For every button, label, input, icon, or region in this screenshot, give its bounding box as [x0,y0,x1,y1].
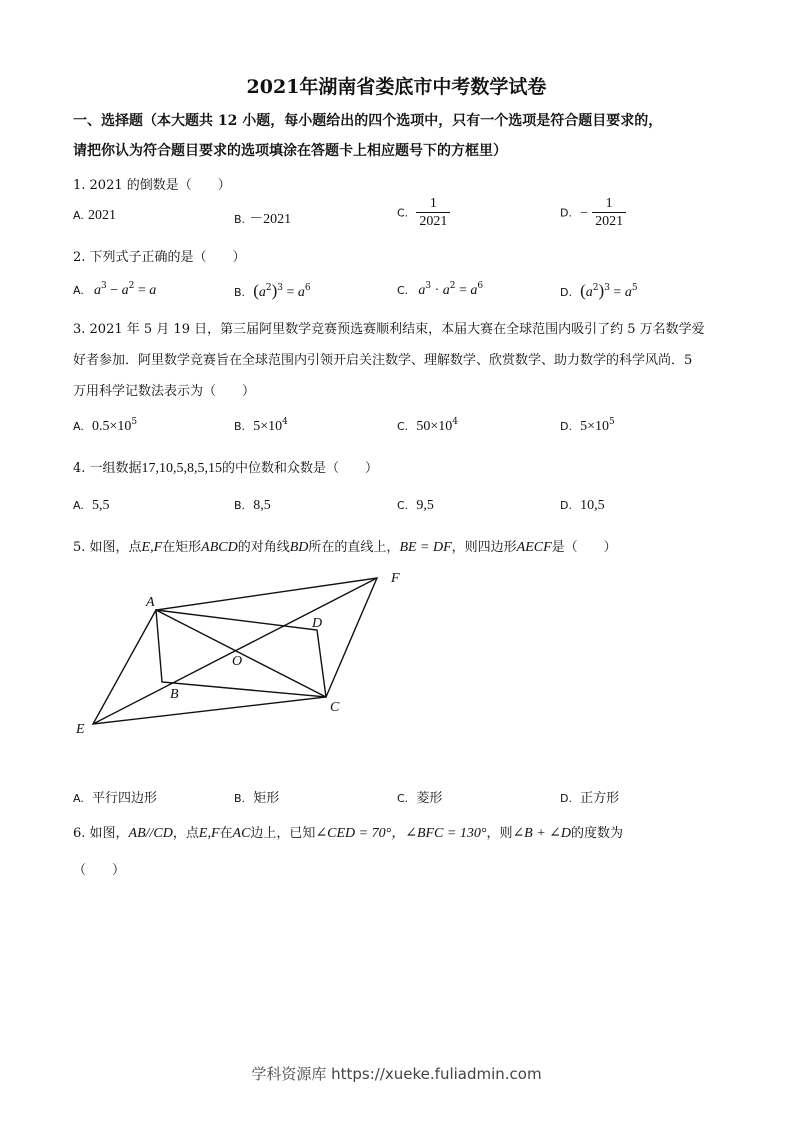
point-label-c: C [330,700,340,715]
math-var: a [121,283,129,298]
math-exp: 2 [265,283,272,293]
math-op: − [106,283,122,298]
q5-math: E,F [141,540,163,555]
q6-math: AB//CD [128,826,173,841]
q3-line3: 万用科学记数法表示为（ ） [73,384,256,399]
math-exp: 2 [449,281,456,291]
q6-text: ，点 [172,826,199,841]
q5-math: BD [289,540,309,555]
option-label: D. [560,206,572,220]
q5-option-b [234,787,279,806]
math-paren: ) [598,281,605,300]
point-label-a: A [146,595,155,610]
q3-line2: 好者参加．阿里数学竞赛旨在全球范围内引领开启关注数学、理解数学、欣赏数学、助力数学的科学风尚．5 [73,353,693,368]
option-coefficient: 5×10 [580,419,610,434]
math-paren: ( [253,281,259,300]
option-label: C. [397,420,409,433]
option-label: C. [397,206,409,220]
point-label-f: F [391,571,400,586]
math-exp: 5 [631,283,638,293]
math-paren: ( [580,281,586,300]
option-label: B. [234,792,246,805]
option-label: D. [560,286,572,299]
option-label: A. [73,499,84,512]
q5-text: 是（ ） [551,540,617,555]
q5-text: ，则四边形 [451,540,517,555]
point-label-o: O [232,654,243,669]
math-exp: 6 [477,281,484,291]
math-op: · [431,283,443,298]
q5-text: 在矩形 [162,540,202,555]
option-text: 正方形 [580,791,620,806]
math-var: a [442,283,450,298]
option-exponent: 4 [452,417,458,427]
option-label: B. [234,420,246,433]
option-label: D. [560,499,572,512]
q5-text: 的对角线 [237,540,290,555]
option-text: 9,5 [416,498,434,513]
option-text: 矩形 [253,791,280,806]
option-label: D. [560,420,572,433]
option-label: A. [73,284,84,297]
option-text: 8,5 [253,498,271,513]
q4-stem-prefix: 4. 一组数据 [73,461,142,476]
q6-text: 的度数为 [571,826,624,841]
fraction-denominator: 2021 [595,214,624,229]
option-text: －2021 [249,212,292,227]
math-exp: 3 [604,283,610,293]
math-exp: 3 [425,281,432,291]
q6-text: 在 [219,826,233,841]
q2-stem: 2. 下列式子正确的是（ ） [73,250,246,265]
q5-math: BE = DF [399,540,452,555]
option-label: B. [234,499,246,512]
option-coefficient: 50×10 [416,419,453,434]
point-label-e: E [76,722,85,737]
math-var: a [258,285,266,300]
q6-math: E,F [198,826,220,841]
math-var: a [418,283,426,298]
q3-line1: 3. 2021 年 5 月 19 日，第三届阿里数学竞赛预选赛顺利结束，本届大赛在全球范围内吸引了约 5 万名数学爱 [73,322,705,337]
option-coefficient: 5×10 [253,419,283,434]
q4-data-values: 17,10,5,8,5,15 [141,461,223,476]
math-exp: 3 [277,283,283,293]
math-var: a [585,285,593,300]
math-var: a [624,285,632,300]
math-paren: ) [271,281,278,300]
option-label: C. [397,499,409,512]
q6-text: 边上，已知 [250,826,316,841]
document-title: 2021年湖南省娄底市中考数学试卷 [246,76,547,98]
page-footer: 学科资源库 https://xueke.fuliadmin.com [251,1065,542,1083]
q5-text: 所在的直线上， [308,540,400,555]
option-label: D. [560,792,572,805]
section-heading-line2: 请把你认为符合题目要求的选项填涂在答题卡上相应题号下的方框里） [73,143,507,159]
math-var: a [470,283,478,298]
option-label: A. [73,792,84,805]
option-label: C. [397,284,409,297]
option-label: C. [397,792,409,805]
q6-math: AC [232,826,251,841]
option-label: A. [73,209,84,222]
q6-math: ∠CED = 70°， [315,826,406,841]
option-label: A. [73,420,84,433]
q5-option-d [560,787,619,806]
option-coefficient: 0.5×10 [91,419,132,434]
q5-text: 5. 如图，点 [73,540,142,555]
q6-answer-brackets: （ ） [73,863,126,878]
math-exp: 2 [128,281,135,291]
math-op: = [455,283,471,298]
math-op: = [134,283,150,298]
math-op: = [609,285,625,300]
q6-math: ∠BFC = 130° [405,826,487,841]
option-text: 平行四边形 [91,791,157,806]
fraction-numerator: 1 [592,196,626,213]
math-var: a [93,283,101,298]
q6-text: ，则 [486,826,513,841]
math-var: a [149,283,157,298]
option-text: 10,5 [580,498,605,513]
math-exp: 2 [592,283,599,293]
fraction-numerator: 1 [416,196,450,213]
q6-stem [73,822,623,842]
q5-option-a [73,787,157,806]
q6-text: 6. 如图， [73,826,129,841]
option-exponent: 4 [282,417,288,427]
q4-stem-suffix: 的中位数和众数是（ ） [222,461,379,476]
option-label: B. [234,286,246,299]
point-label-d: D [312,616,323,631]
fraction-denominator: 2021 [419,214,448,229]
option-text: 2021 [87,208,116,223]
point-label-b: B [170,687,179,702]
q1-stem: 1. 2021 的倒数是（ ） [73,178,231,193]
math-op: = [283,285,298,300]
minus-sign: − [580,205,589,221]
math-var: a [297,285,305,300]
math-exp: 3 [100,281,107,291]
q5-math: AECF [516,540,552,555]
option-exponent: 5 [131,417,138,427]
q6-math: ∠B + ∠D [512,826,572,841]
option-text: 5,5 [91,498,110,513]
math-exp: 6 [304,283,311,293]
section-heading-line1: 一、选择题（本大题共 12 小题，每小题给出的四个选项中，只有一个选项是符合题目要求的， [73,113,663,129]
option-label: B. [234,213,246,226]
option-text: 菱形 [416,791,443,806]
q5-math: ABCD [201,540,238,555]
option-exponent: 5 [609,417,615,427]
q5-option-c [397,787,442,806]
